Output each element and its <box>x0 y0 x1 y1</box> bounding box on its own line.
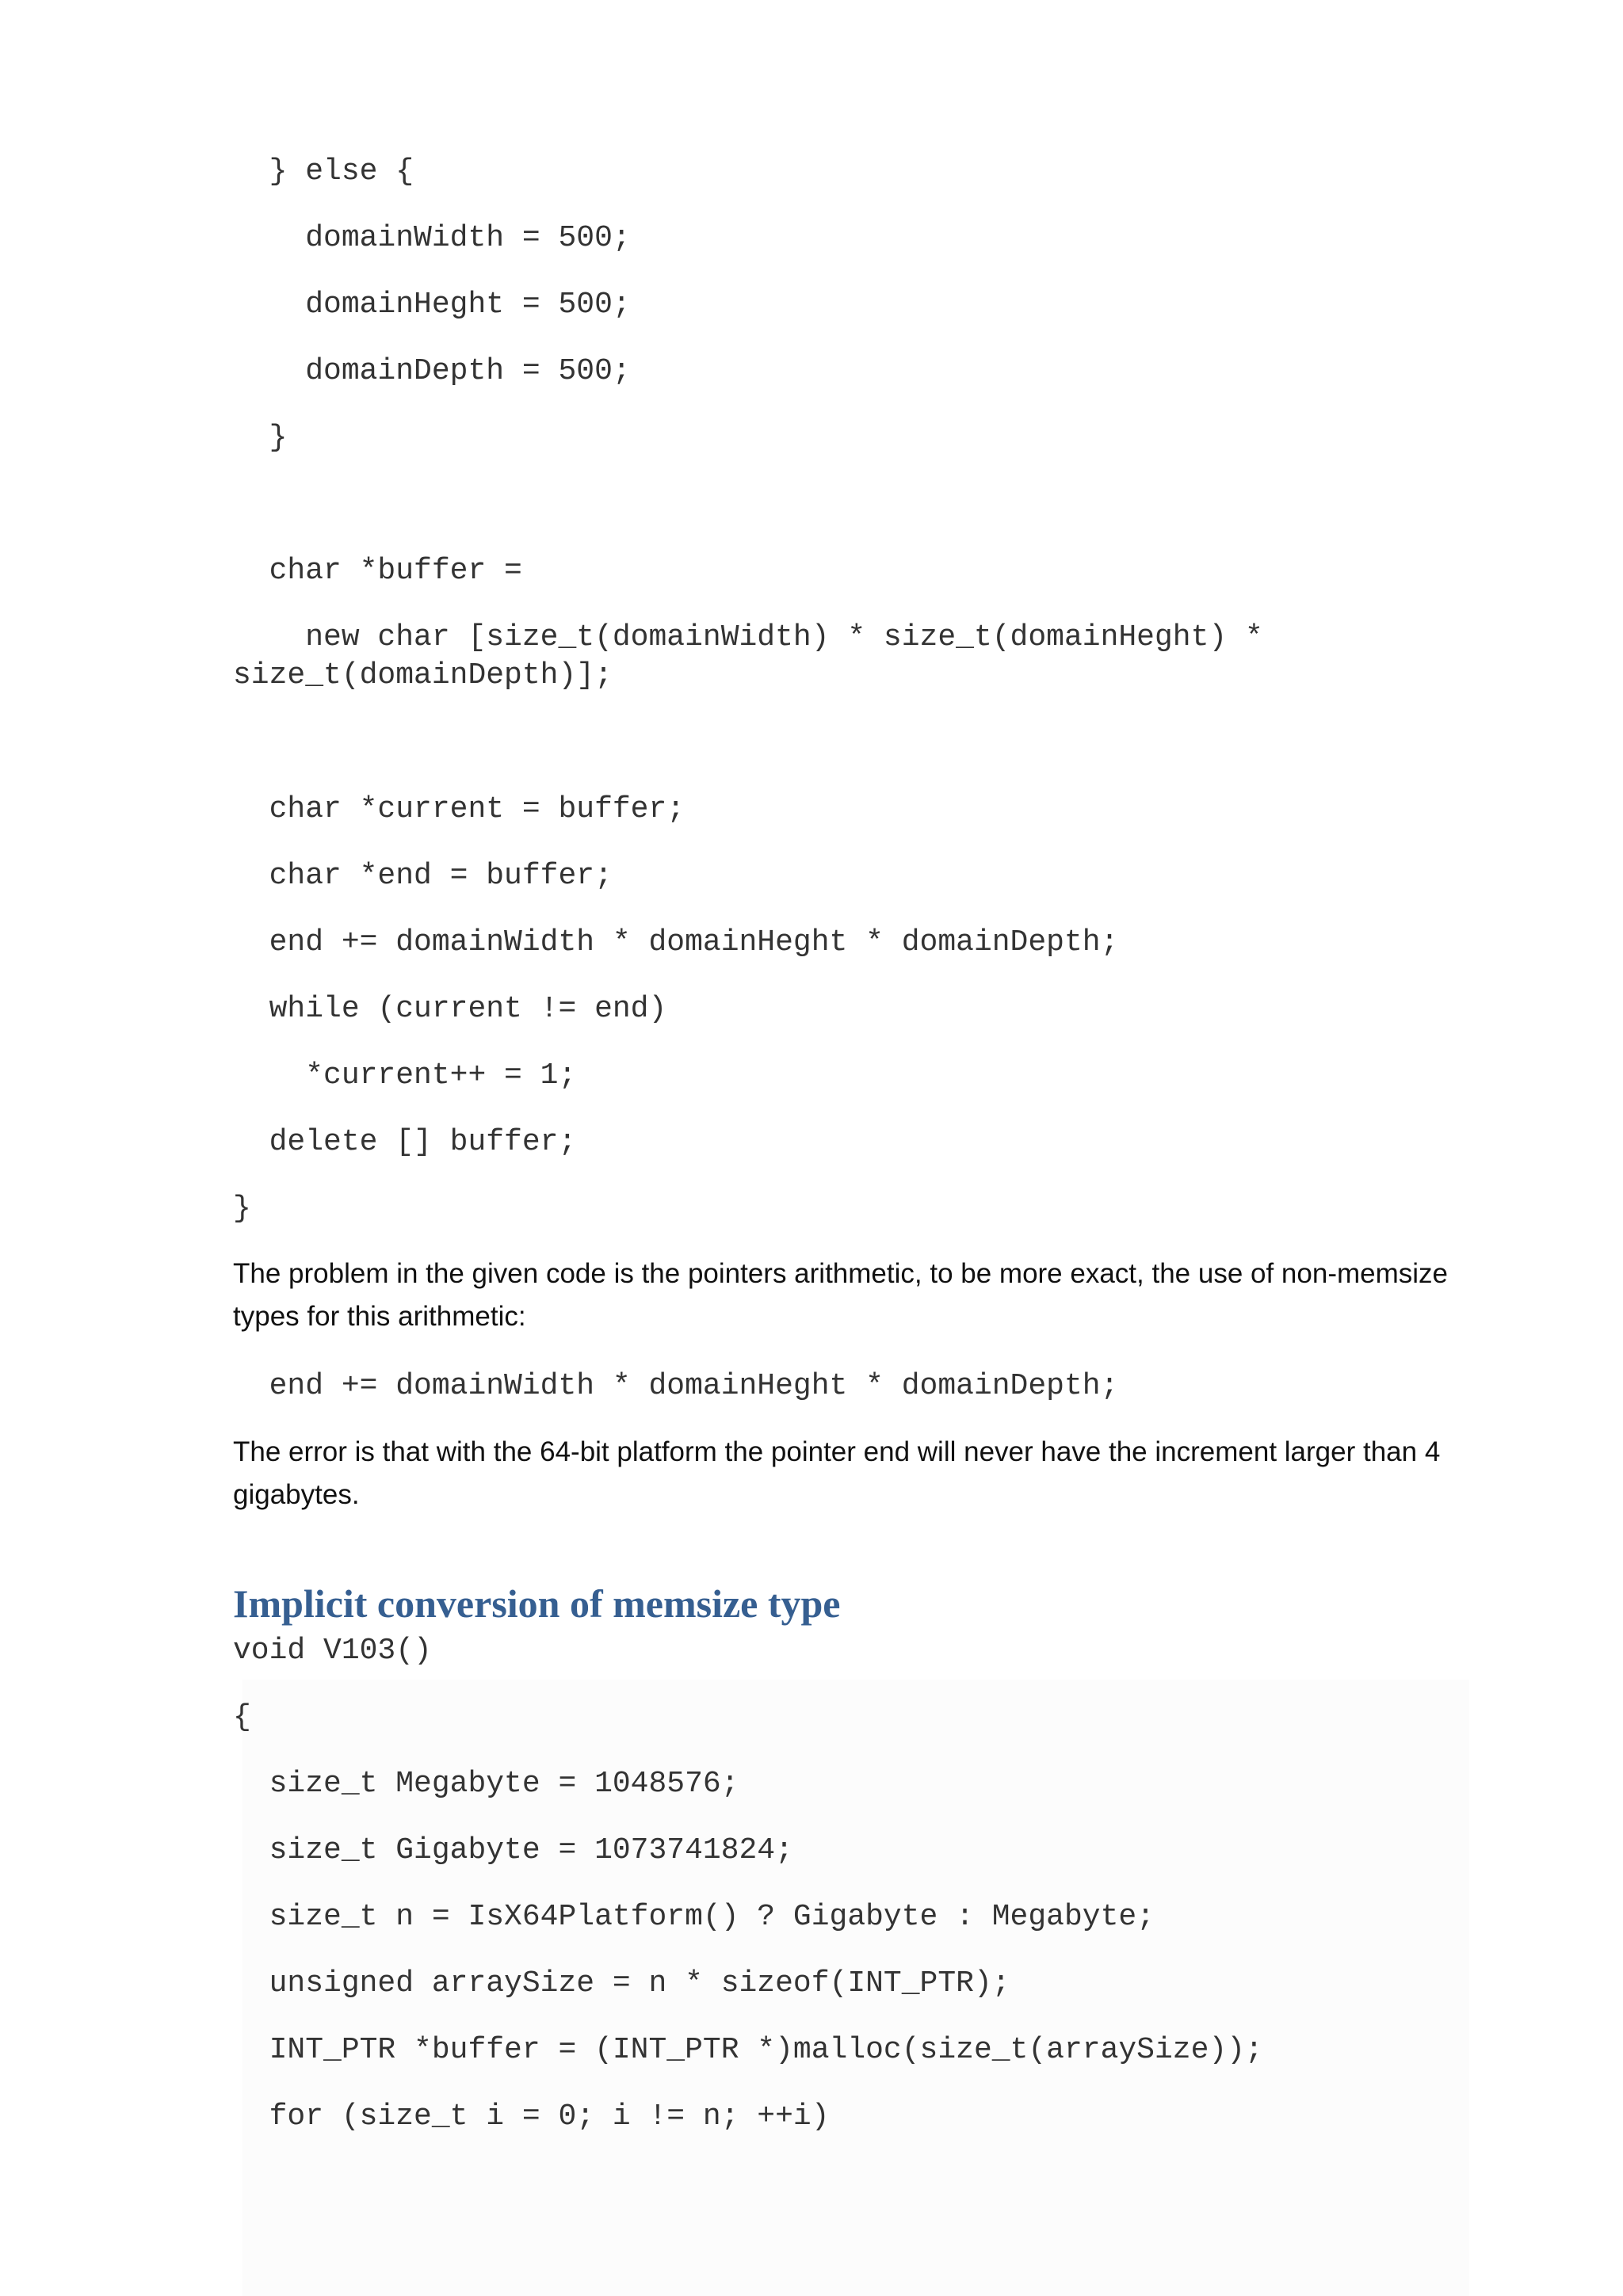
code-line: domainWidth = 500; <box>233 221 631 255</box>
code-line: } <box>233 421 288 455</box>
code-line: } <box>233 1192 251 1226</box>
body-paragraph: The problem in the given code is the pointers arithmetic, to be more exact, the use of non-memsize types for this arithmetic: <box>233 1258 1448 1332</box>
code-line: size_t Megabyte = 1048576; <box>233 1767 739 1801</box>
code-line: char *buffer = <box>233 554 522 588</box>
code-line: end += domainWidth * domainHeght * domainDepth; <box>233 925 1119 959</box>
code-line: domainHeght = 500; <box>233 288 631 322</box>
code-line: for (size_t i = 0; i != n; ++i) <box>233 2100 830 2134</box>
body-paragraph: The error is that with the 64-bit platform the pointer end will never have the increment larger than 4 gigabytes. <box>233 1436 1441 1510</box>
code-line: unsigned arraySize = n * sizeof(INT_PTR); <box>233 1966 1010 2000</box>
code-line: size_t n = IsX64Platform() ? Gigabyte : Megabyte; <box>233 1900 1155 1934</box>
section-heading: Implicit conversion of memsize type <box>233 1581 841 1626</box>
code-line: *current++ = 1; <box>233 1058 577 1093</box>
code-line: new char [size_t(domainWidth) * size_t(domainHeght) * <box>233 620 1263 654</box>
code-line: while (current != end) <box>233 992 667 1026</box>
code-line: char *end = buffer; <box>233 859 613 893</box>
code-line: size_t(domainDepth)]; <box>233 658 613 692</box>
code-line: INT_PTR *buffer = (INT_PTR *)malloc(size_t(arraySize)); <box>233 2033 1263 2067</box>
code-line: size_t Gigabyte = 1073741824; <box>233 1833 793 1867</box>
code-line: } else { <box>233 154 414 189</box>
code-line: char *current = buffer; <box>233 792 685 826</box>
code-line: { <box>233 1700 251 1734</box>
code-line: void V103() <box>233 1634 432 1668</box>
code-line: delete [] buffer; <box>233 1125 577 1159</box>
code-line: domainDepth = 500; <box>233 354 631 388</box>
code-line: end += domainWidth * domainHeght * domainDepth; <box>233 1369 1119 1403</box>
